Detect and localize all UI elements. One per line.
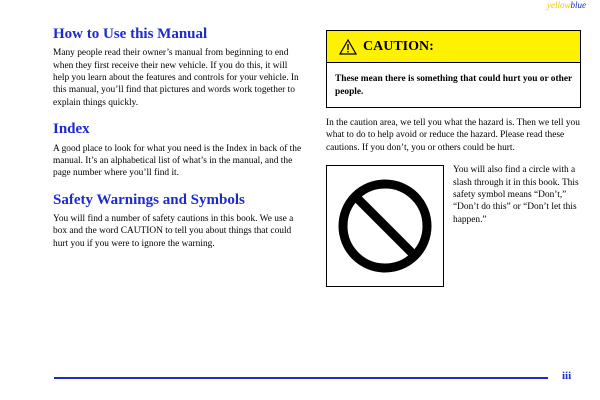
caution-box [326,30,581,108]
page-number: iii [562,370,572,382]
caution-body: These mean there is something that could hurt you or other people. [335,74,572,97]
right-column [326,30,580,287]
corner-color-tag [547,0,586,10]
safety-symbol-box [326,165,444,287]
intro-paragraph: Many people read their owner’s manual from beginning to end when they first receive their new vehicle. If you do this, it will help you learn about the features and controls for your vehicle. In this manual, you’ll find that pictures and words work together to explain things quickly. [53,48,299,108]
safety-symbol-text: You will also find a circle with a slash through it in this book. This safety symbol means “Don’t,” “Don’t do this” or “Don’t let this happen.” [453,165,579,225]
caution-header [327,31,580,63]
circle-slash-icon [335,176,435,276]
warning-triangle-icon [339,39,357,55]
footer-rule [54,377,548,379]
index-heading: Index [53,121,90,138]
index-paragraph: A good place to look for what you need is the Index in back of the manual. It’s an alphabetical list of what’s in the manual, and the page number where you’ll find it. [53,143,302,179]
safety-symbol-section [326,165,580,287]
corner-tag-yellow: yellow [547,0,571,10]
caution-title: CAUTION: [363,38,434,54]
corner-tag-blue: blue [570,0,586,10]
left-column [53,26,305,250]
safety-paragraph: You will find a number of safety cautions in this book. We use a box and the word CAUTION to tell you about things that could hurt you if you were to ignore the warning. [53,214,294,249]
page-title: How to Use this Manual [53,26,208,42]
caution-explanation: In the caution area, we tell you what the hazard is. Then we tell you what to do to help avoid or reduce the hazard. Please read these cautions. If you don’t, you or others could be hurt. [326,118,580,153]
safety-heading: Safety Warnings and Symbols [53,191,245,208]
